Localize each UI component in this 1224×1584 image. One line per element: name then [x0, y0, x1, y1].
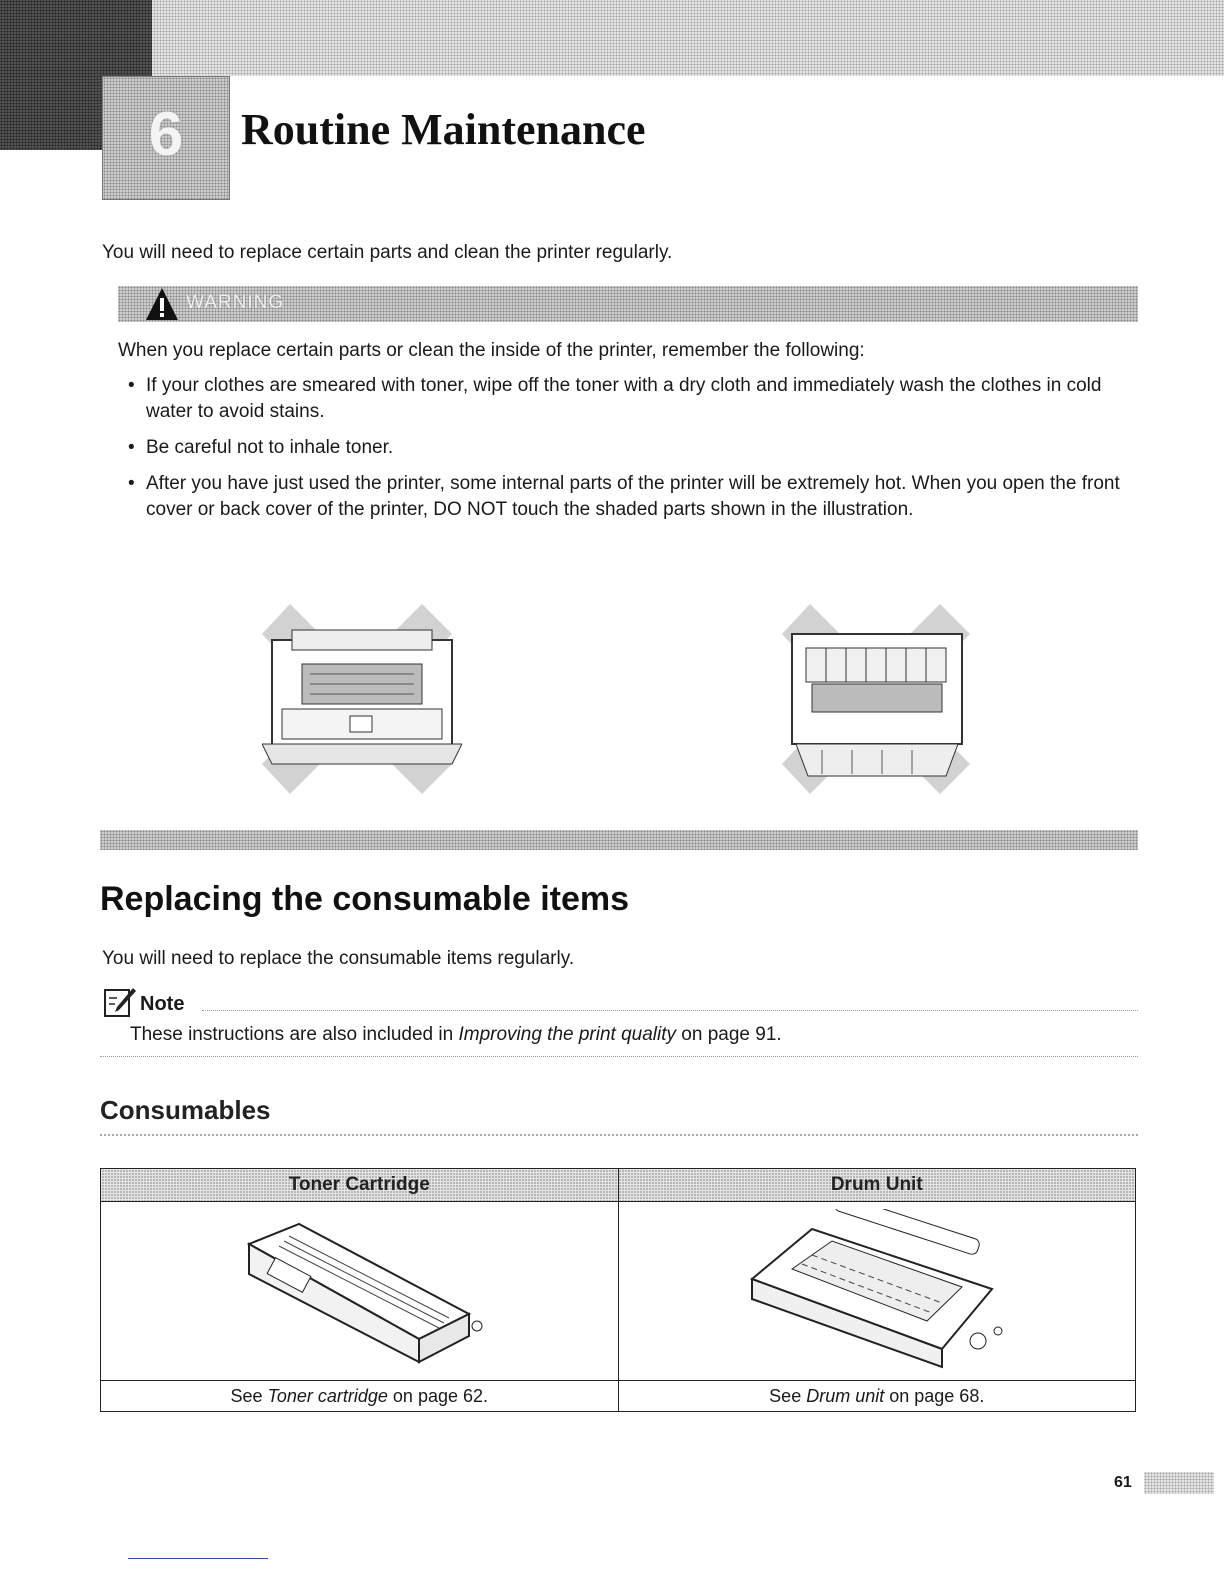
list-item: [128, 435, 1128, 461]
section-intro-text: You will need to replace the consumable items regularly.: [102, 948, 575, 969]
note-pencil-icon: [103, 986, 137, 1020]
page-number: 61: [1114, 1474, 1132, 1491]
toner-image-cell: [101, 1202, 619, 1381]
list-item: [128, 373, 1128, 425]
note-top-rule: [202, 1010, 1138, 1011]
drum-image-cell: [618, 1202, 1136, 1381]
printer-back-hot-parts-illustration: [782, 604, 972, 794]
note-text-suffix: on page 91.: [676, 1024, 782, 1045]
section-heading: Replacing the consumable items: [100, 880, 630, 918]
footer-rule: [128, 1558, 268, 1559]
toner-caption-suffix: on page 62.: [387, 1385, 489, 1406]
drum-caption-prefix: See: [769, 1385, 807, 1406]
note-bottom-rule: [100, 1056, 1138, 1057]
bullet-glyph: •: [128, 375, 135, 396]
consumables-heading-rule: [100, 1134, 1138, 1136]
toner-cartridge-illustration: [229, 1214, 489, 1364]
note-text-prefix: These instructions are also included in: [130, 1024, 459, 1045]
list-item: [128, 471, 1128, 523]
consumables-table: [100, 1168, 1136, 1412]
note-link[interactable]: Improving the print quality: [458, 1024, 677, 1045]
warning-lead-text: When you replace certain parts or clean the inside of the printer, remember the following:: [118, 340, 865, 361]
printer-front-hot-parts-illustration: [262, 604, 462, 794]
note-text: [130, 1022, 782, 1048]
warning-label: WARNING: [186, 292, 285, 313]
toner-caption-prefix: See: [230, 1385, 268, 1406]
warning-banner: [118, 286, 1138, 322]
bullet-glyph: •: [128, 473, 135, 494]
section-divider-bar: [100, 830, 1138, 850]
warning-item-text: If your clothes are smeared with toner, wipe off the toner with a dry cloth and immediately wash the clothes in cold water to avoid stains.: [146, 375, 1102, 422]
table-header-toner: Toner Cartridge: [101, 1169, 619, 1202]
chapter-number-box: [102, 76, 230, 200]
chapter-number: 6: [148, 100, 184, 169]
intro-text: You will need to replace certain parts and clean the printer regularly.: [102, 242, 673, 263]
drum-caption: [618, 1381, 1136, 1412]
warning-item-text: After you have just used the printer, some internal parts of the printer will be extremely hot. When you open the front cover or back cover of the printer, DO NOT touch the shaded parts shown in the illustration.: [146, 473, 1120, 520]
warning-list: [128, 373, 1128, 533]
header-band: [0, 0, 1224, 76]
toner-caption: [101, 1381, 619, 1412]
table-header-drum: Drum Unit: [618, 1169, 1136, 1202]
warning-triangle-icon: [144, 286, 180, 322]
drum-caption-suffix: on page 68.: [884, 1385, 985, 1406]
drum-unit-illustration: [742, 1209, 1012, 1369]
drum-caption-link[interactable]: Drum unit: [806, 1385, 885, 1406]
page-number-tab: [1144, 1472, 1214, 1494]
warning-item-text: Be careful not to inhale toner.: [146, 437, 394, 458]
toner-caption-link[interactable]: Toner cartridge: [267, 1385, 388, 1406]
consumables-heading: Consumables: [100, 1095, 271, 1125]
bullet-glyph: •: [128, 437, 135, 458]
chapter-title: Routine Maintenance: [241, 105, 646, 154]
note-label: Note: [140, 993, 185, 1015]
